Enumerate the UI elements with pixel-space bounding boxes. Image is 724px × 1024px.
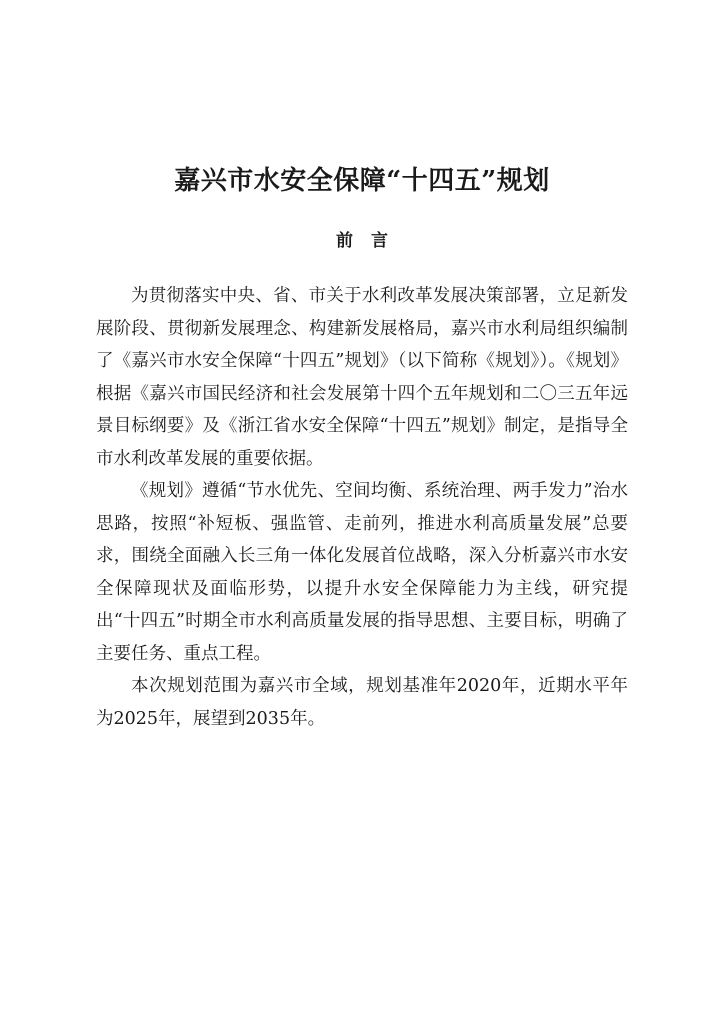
document-title: 嘉兴市水安全保障“十四五”规划 — [174, 166, 550, 196]
paragraph-1: 为贯彻落实中央、省、市关于水利改革发展决策部署，立足新发展阶段、贯彻新发展理念、构建新发展格局，嘉兴市水利局组织编制了《嘉兴市水安全保障“十四五”规划》（以下简称《规划》）。《规划》根据《嘉兴市国民经济和社会发展第十四个五年规划和二〇三五年远景目标纲要》及《浙江省水安全保障“十四五”规划》制定，是指导全市水利改革发展的重要依据。 — [96, 286, 628, 469]
document-body — [96, 280, 628, 735]
paragraph-2: 《规划》遵循“节水优先、空间均衡、系统治理、两手发力”治水思路，按照“补短板、强监管、走前列，推进水利高质量发展”总要求，围绕全面融入长三角一体化发展首位战略，深入分析嘉兴市水安全保障现状及面临形势，以提升水安全保障能力为主线，研究提出“十四五”时期全市水利高质量发展的指导思想、主要目标，明确了主要任务、重点工程。 — [96, 481, 628, 664]
section-heading: 前言 — [336, 231, 406, 251]
paragraph-3: 本次规划范围为嘉兴市全域，规划基准年2020年，近期水平年为2025年，展望到2035年。 — [96, 676, 628, 729]
